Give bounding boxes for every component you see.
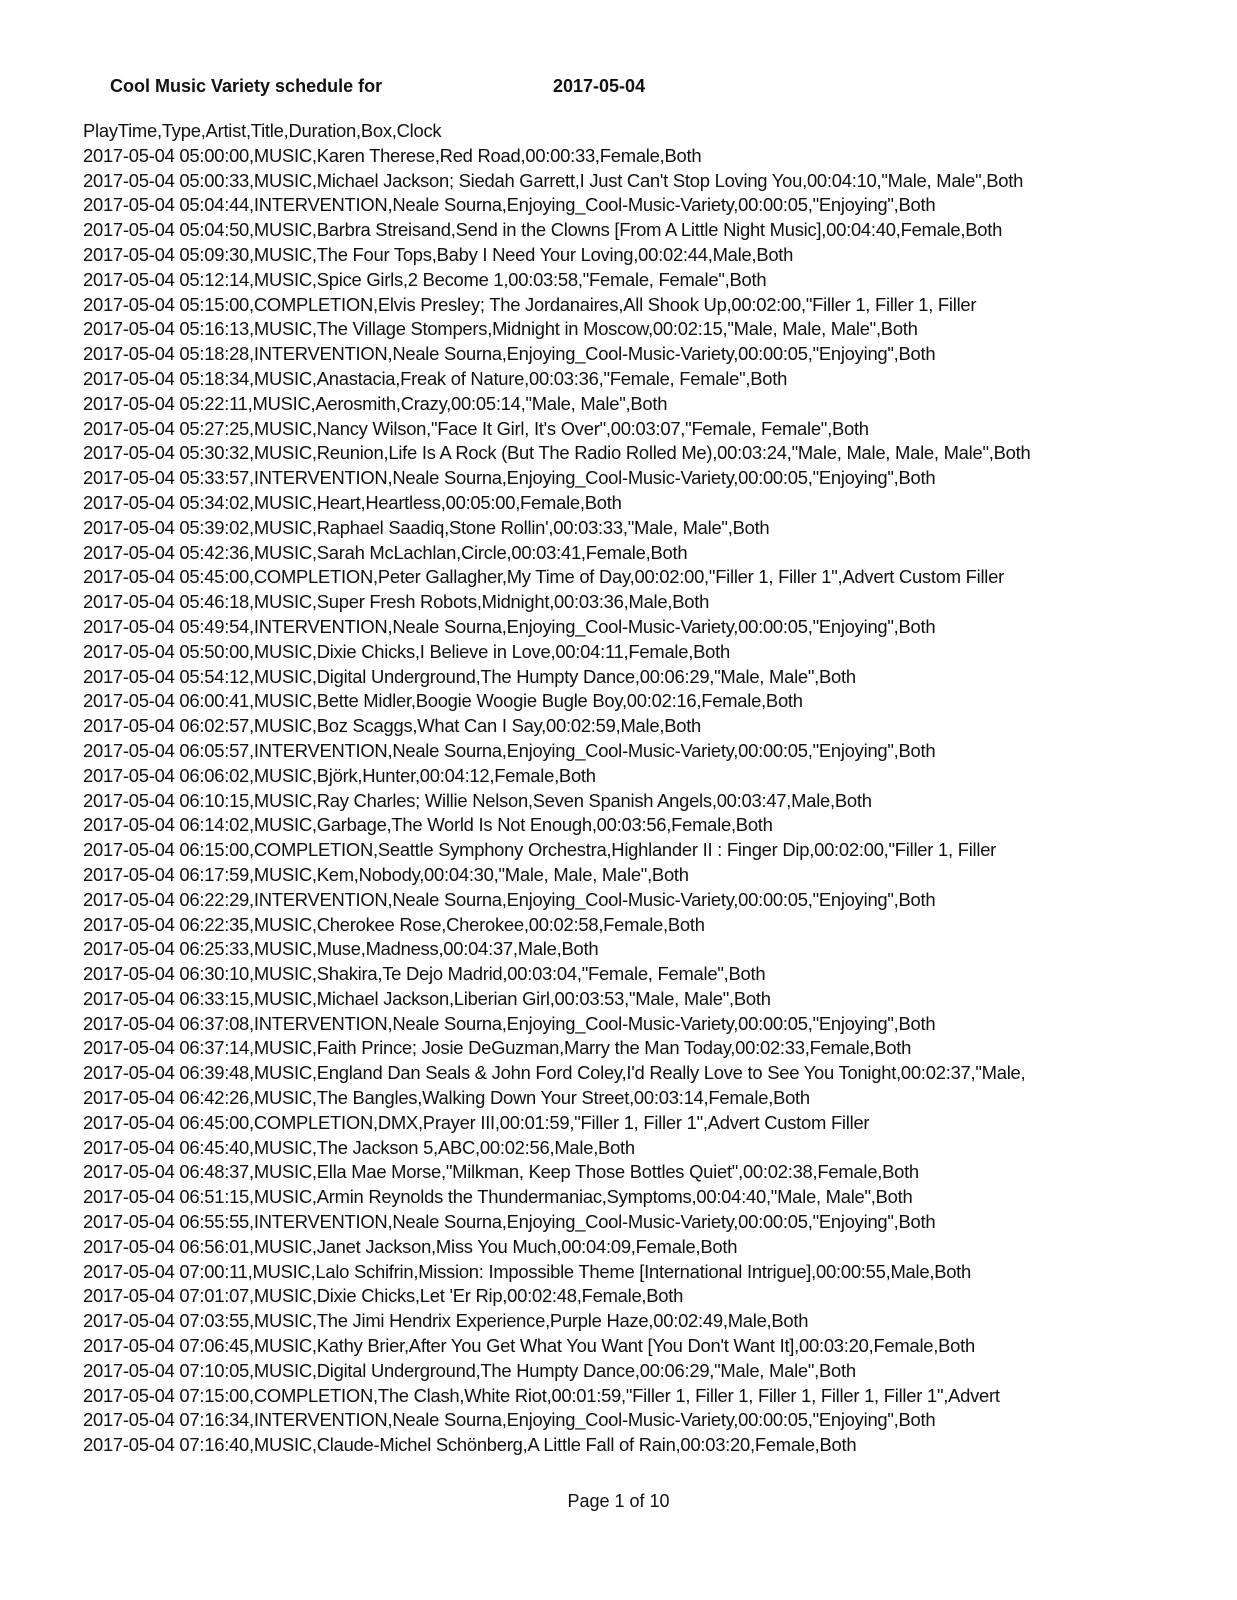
- schedule-row: 2017-05-04 05:27:25,MUSIC,Nancy Wilson,"Face It Girl, It's Over",00:03:07,"Female, Female",Both: [83, 417, 869, 439]
- schedule-row: 2017-05-04 05:09:30,MUSIC,The Four Tops,Baby I Need Your Loving,00:02:44,Male,Both: [83, 243, 794, 265]
- schedule-row: 2017-05-04 06:14:02,MUSIC,Garbage,The World Is Not Enough,00:03:56,Female,Both: [83, 814, 773, 836]
- schedule-row: 2017-05-04 06:48:37,MUSIC,Ella Mae Morse,"Milkman, Keep Those Bottles Quiet",00:02:38,Female,Both: [83, 1161, 919, 1183]
- schedule-row: 2017-05-04 06:17:59,MUSIC,Kem,Nobody,00:04:30,"Male, Male, Male",Both: [83, 863, 689, 885]
- schedule-row: 2017-05-04 05:42:36,MUSIC,Sarah McLachlan,Circle,00:03:41,Female,Both: [83, 541, 688, 563]
- schedule-row: 2017-05-04 05:04:50,MUSIC,Barbra Streisand,Send in the Clowns [From A Little Night Music],00:04:40,Female,Both: [83, 219, 1003, 241]
- schedule-row: 2017-05-04 06:37:08,INTERVENTION,Neale Sourna,Enjoying_Cool-Music-Variety,00:00:05,"Enjoying",Both: [83, 1012, 936, 1034]
- schedule-row: 2017-05-04 05:46:18,MUSIC,Super Fresh Robots,Midnight,00:03:36,Male,Both: [83, 591, 710, 613]
- schedule-row: 2017-05-04 07:01:07,MUSIC,Dixie Chicks,Let 'Er Rip,00:02:48,Female,Both: [83, 1285, 684, 1307]
- schedule-row: 2017-05-04 07:16:34,INTERVENTION,Neale Sourna,Enjoying_Cool-Music-Variety,00:00:05,"Enjoying",Both: [83, 1409, 936, 1431]
- schedule-row: 2017-05-04 06:22:29,INTERVENTION,Neale Sourna,Enjoying_Cool-Music-Variety,00:00:05,"Enjoying",Both: [83, 888, 936, 910]
- schedule-row: 2017-05-04 05:15:00,COMPLETION,Elvis Presley; The Jordanaires,All Shook Up,00:02:00,"Filler 1, Filler 1, Filler: [83, 293, 977, 315]
- schedule-row: 2017-05-04 05:50:00,MUSIC,Dixie Chicks,I Believe in Love,00:04:11,Female,Both: [83, 640, 730, 662]
- schedule-row: 2017-05-04 05:00:33,MUSIC,Michael Jackson; Siedah Garrett,I Just Can't Stop Loving You,00:04:10,"Male, Male",Both: [83, 169, 1024, 191]
- schedule-row: 2017-05-04 05:22:11,MUSIC,Aerosmith,Crazy,00:05:14,"Male, Male",Both: [83, 392, 668, 414]
- schedule-row: 2017-05-04 06:45:00,COMPLETION,DMX,Prayer III,00:01:59,"Filler 1, Filler 1",Advert Custom Filler: [83, 1111, 870, 1133]
- schedule-row: 2017-05-04 05:45:00,COMPLETION,Peter Gallagher,My Time of Day,00:02:00,"Filler 1, Filler 1",Advert Custom Filler: [83, 566, 1004, 588]
- schedule-row: 2017-05-04 06:51:15,MUSIC,Armin Reynolds the Thundermaniac,Symptoms,00:04:40,"Male, Male",Both: [83, 1186, 913, 1208]
- schedule-row: 2017-05-04 05:16:13,MUSIC,The Village Stompers,Midnight in Moscow,00:02:15,"Male, Male, Male",Both: [83, 318, 918, 340]
- schedule-row: 2017-05-04 07:03:55,MUSIC,The Jimi Hendrix Experience,Purple Haze,00:02:49,Male,Both: [83, 1310, 809, 1332]
- schedule-row: 2017-05-04 05:04:44,INTERVENTION,Neale Sourna,Enjoying_Cool-Music-Variety,00:00:05,"Enjoying",Both: [83, 194, 936, 216]
- schedule-row: 2017-05-04 06:05:57,INTERVENTION,Neale Sourna,Enjoying_Cool-Music-Variety,00:00:05,"Enjoying",Both: [83, 739, 936, 761]
- schedule-date: 2017-05-04: [553, 76, 646, 96]
- schedule-row: 2017-05-04 06:06:02,MUSIC,Björk,Hunter,00:04:12,Female,Both: [83, 764, 596, 786]
- schedule-row: 2017-05-04 05:00:00,MUSIC,Karen Therese,Red Road,00:00:33,Female,Both: [83, 144, 702, 166]
- schedule-row: 2017-05-04 05:18:28,INTERVENTION,Neale Sourna,Enjoying_Cool-Music-Variety,00:00:05,"Enjoying",Both: [83, 343, 936, 365]
- schedule-row: 2017-05-04 06:30:10,MUSIC,Shakira,Te Dejo Madrid,00:03:04,"Female, Female",Both: [83, 963, 766, 985]
- schedule-row: 2017-05-04 06:45:40,MUSIC,The Jackson 5,ABC,00:02:56,Male,Both: [83, 1136, 635, 1158]
- schedule-title: Cool Music Variety schedule for: [110, 76, 383, 96]
- schedule-row: 2017-05-04 05:30:32,MUSIC,Reunion,Life Is A Rock (But The Radio Rolled Me),00:03:24,"Male, Male, Male, Male",Both: [83, 442, 1031, 464]
- page-number: Page 1 of 10: [567, 1491, 670, 1511]
- schedule-row: 2017-05-04 06:10:15,MUSIC,Ray Charles; Willie Nelson,Seven Spanish Angels,00:03:47,Male,Both: [83, 789, 872, 811]
- schedule-row: 2017-05-04 05:54:12,MUSIC,Digital Underground,The Humpty Dance,00:06:29,"Male, Male",Both: [83, 665, 856, 687]
- schedule-row: 2017-05-04 07:10:05,MUSIC,Digital Underground,The Humpty Dance,00:06:29,"Male, Male",Both: [83, 1359, 856, 1381]
- schedule-row: 2017-05-04 06:55:55,INTERVENTION,Neale Sourna,Enjoying_Cool-Music-Variety,00:00:05,"Enjoying",Both: [83, 1211, 936, 1233]
- schedule-row: 2017-05-04 06:37:14,MUSIC,Faith Prince; Josie DeGuzman,Marry the Man Today,00:02:33,Female,Both: [83, 1037, 912, 1059]
- schedule-row: 2017-05-04 06:56:01,MUSIC,Janet Jackson,Miss You Much,00:04:09,Female,Both: [83, 1235, 738, 1257]
- schedule-row: 2017-05-04 06:42:26,MUSIC,The Bangles,Walking Down Your Street,00:03:14,Female,Both: [83, 1087, 810, 1109]
- schedule-row: 2017-05-04 06:39:48,MUSIC,England Dan Seals & John Ford Coley,I'd Really Love to See You Tonight,00:02:37,"Male,: [83, 1062, 1026, 1084]
- page-title: [110, 74, 1110, 98]
- schedule-row: 2017-05-04 05:33:57,INTERVENTION,Neale Sourna,Enjoying_Cool-Music-Variety,00:00:05,"Enjoying",Both: [83, 467, 936, 489]
- schedule-row: 2017-05-04 07:06:45,MUSIC,Kathy Brier,After You Get What You Want [You Don't Want It],00:03:20,Female,Both: [83, 1335, 975, 1357]
- schedule-row: 2017-05-04 05:18:34,MUSIC,Anastacia,Freak of Nature,00:03:36,"Female, Female",Both: [83, 367, 788, 389]
- schedule-row: 2017-05-04 07:00:11,MUSIC,Lalo Schifrin,Mission: Impossible Theme [International Intrigue],00:00:55,Male,Both: [83, 1260, 972, 1282]
- schedule-row: 2017-05-04 05:39:02,MUSIC,Raphael Saadiq,Stone Rollin',00:03:33,"Male, Male",Both: [83, 516, 770, 538]
- schedule-row: 2017-05-04 05:12:14,MUSIC,Spice Girls,2 Become 1,00:03:58,"Female, Female",Both: [83, 268, 767, 290]
- schedule-listing: [83, 119, 1213, 1458]
- schedule-row: 2017-05-04 07:16:40,MUSIC,Claude-Michel Schönberg,A Little Fall of Rain,00:03:20,Female,Both: [83, 1434, 857, 1456]
- schedule-row: 2017-05-04 05:49:54,INTERVENTION,Neale Sourna,Enjoying_Cool-Music-Variety,00:00:05,"Enjoying",Both: [83, 615, 936, 637]
- schedule-rows: [83, 144, 1213, 1458]
- schedule-row: 2017-05-04 05:34:02,MUSIC,Heart,Heartless,00:05:00,Female,Both: [83, 491, 622, 513]
- schedule-row: 2017-05-04 06:25:33,MUSIC,Muse,Madness,00:04:37,Male,Both: [83, 938, 599, 960]
- schedule-row: 2017-05-04 06:15:00,COMPLETION,Seattle Symphony Orchestra,Highlander II : Finger Dip,00:02:00,"Filler 1, Filler: [83, 839, 997, 861]
- csv-header-line: PlayTime,Type,Artist,Title,Duration,Box,Clock: [83, 120, 442, 141]
- schedule-row: 2017-05-04 06:22:35,MUSIC,Cherokee Rose,Cherokee,00:02:58,Female,Both: [83, 913, 705, 935]
- schedule-row: 2017-05-04 07:15:00,COMPLETION,The Clash,White Riot,00:01:59,"Filler 1, Filler 1, Filler 1, Filler 1, Filler 1",Advert: [83, 1384, 1000, 1406]
- schedule-row: 2017-05-04 06:02:57,MUSIC,Boz Scaggs,What Can I Say,00:02:59,Male,Both: [83, 715, 702, 737]
- schedule-row: 2017-05-04 06:33:15,MUSIC,Michael Jackson,Liberian Girl,00:03:53,"Male, Male",Both: [83, 987, 771, 1009]
- schedule-row: 2017-05-04 06:00:41,MUSIC,Bette Midler,Boogie Woogie Bugle Boy,00:02:16,Female,Both: [83, 690, 803, 712]
